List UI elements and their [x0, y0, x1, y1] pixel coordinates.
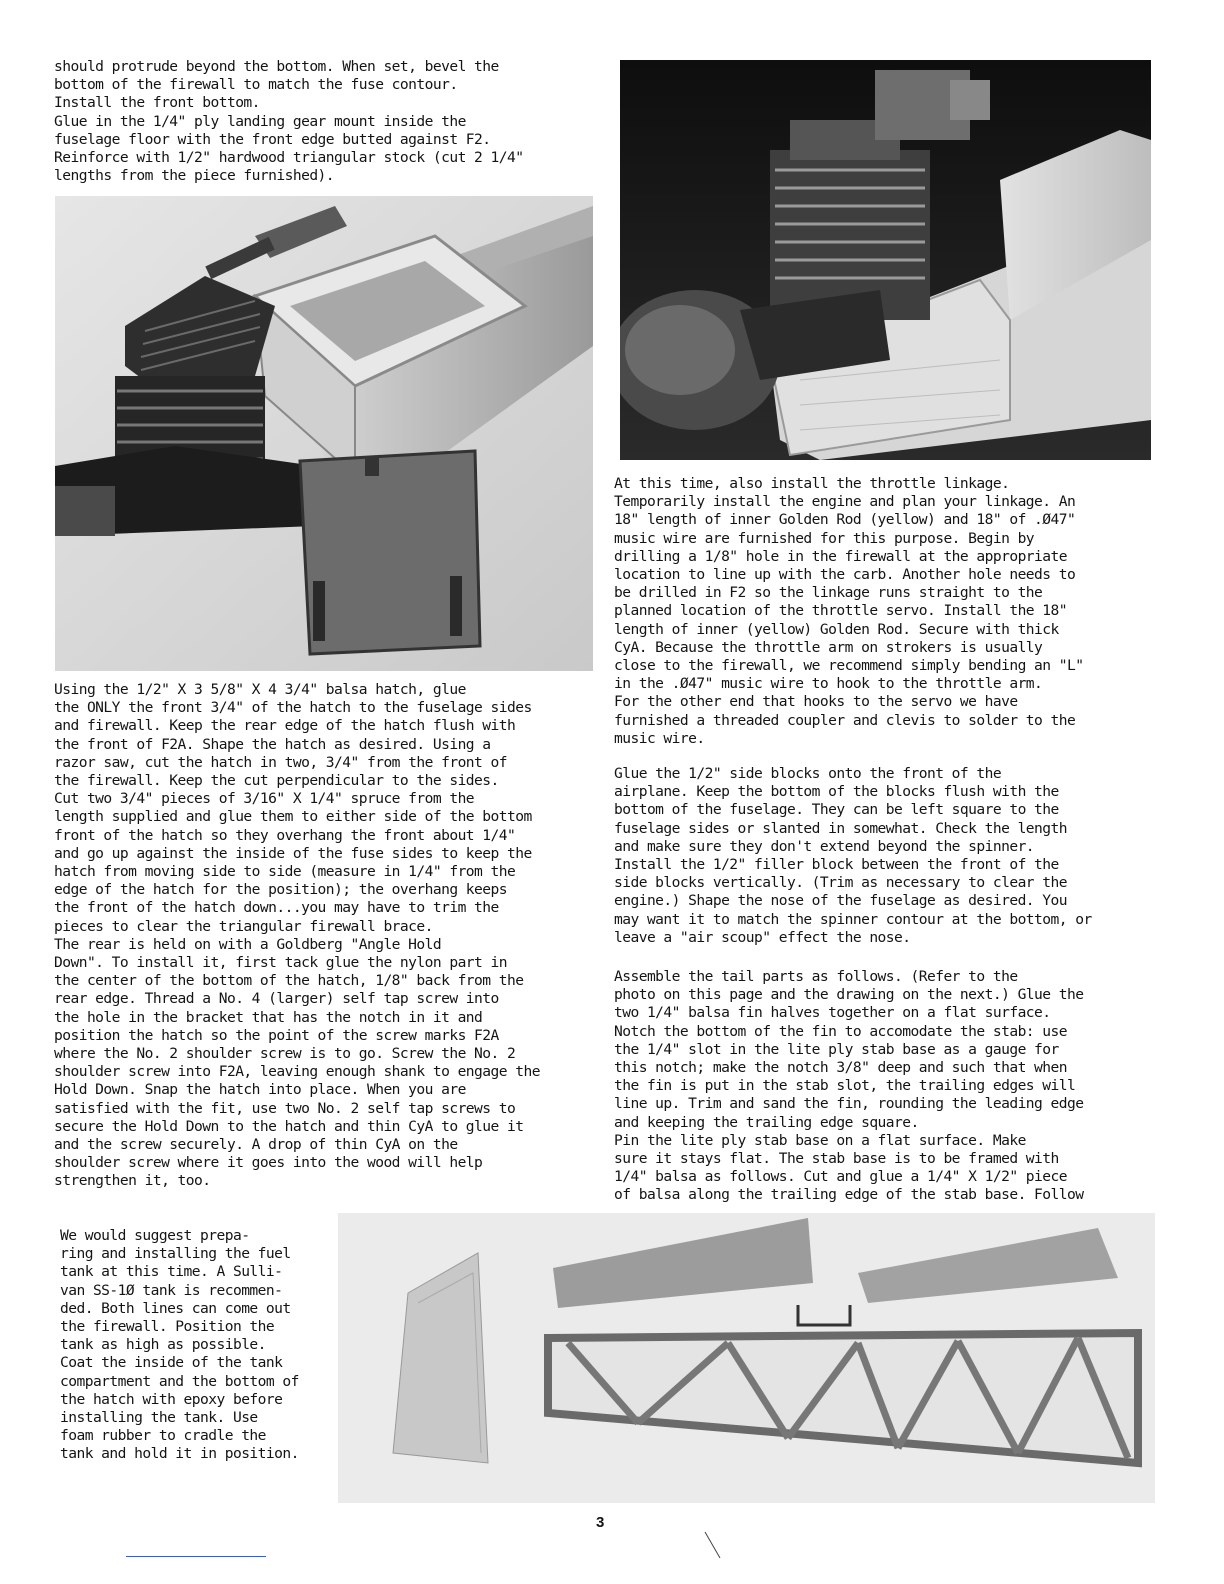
fuel-tank-paragraph: We would suggest prepa- ring and installing the fuel tank at this time. A Sulli- van SS-1Ø tank is recommen- ded. Both lines can come out the firewall. Position the tank as high as possible. Coat the inside of the tank compartment and the bottom of the hatch with epoxy before installing the tank. Use foam rubber to cradle the tank and hold it in position. — [60, 1227, 299, 1463]
fuel-tank-text — [60, 1227, 340, 1464]
top-paragraph: should protrude beyond the bottom. When set, bevel the bottom of the firewall to match the fuse contour. Install the front bottom. Glue in the 1/4" ply landing gear mount inside the fuselage floor with the front edge butted against F2. Reinforce with 1/2" hardwood triangular stock (cut 2 1/4" lengths from the piece furnished). — [54, 58, 524, 185]
scan-speck — [705, 1532, 721, 1558]
engine-hatch-photo — [55, 196, 593, 671]
left-column-hatch-text — [54, 681, 599, 1191]
right-column-tail-text — [614, 968, 1159, 1205]
throttle-paragraph: At this time, also install the throttle linkage. Temporarily install the engine and plan your linkage. An 18" length of inner Golden Rod (yellow) and 18" of .Ø47" music wire are furnished for this purpose. Begin by drilling a 1/8" hole in the firewall at the appropriate location to line up with the carb. Another hole needs to be drilled in F2 so the linkage runs straight to the planned location of the throttle servo. Install the 18" length of inner (yellow) Golden Rod. Secure with thick CyA. Because the throttle arm on strokers is usually close to the firewall, we recommend simply bending an "L" in the .Ø47" music wire to hook to the throttle arm. For the other end that hooks to the servo we have furnished a threaded coupler and clevis to solder to the music wire. — [614, 475, 1084, 747]
side-blocks-paragraph: Glue the 1/2" side blocks onto the front of the airplane. Keep the bottom of the blocks flush with the bottom of the fuselage. They can be left square to the fuselage sides or slanted in somewhat. Check the length and make sure they don't extend beyond the spinner. Install the 1/2" filler block between the front of the side blocks vertically. (Trim as necessary to clear the engine.) Shape the nose of the fuselage as desired. You may want it to match the spinner contour at the bottom, or leave a "air scoup" effect the nose. — [614, 765, 1092, 946]
right-column-side-blocks-text — [614, 765, 1159, 947]
tail-parts-photo — [338, 1213, 1155, 1503]
hatch-paragraphs: Using the 1/2" X 3 5/8" X 4 3/4" balsa hatch, glue the ONLY the front 3/4" of the hatch to the fuselage sides and firewall. Keep the rear edge of the hatch flush with the front of F2A. Shape the hatch as desired. Using a razor saw, cut the hatch in two, 3/4" from the front of the firewall. Keep the cut perpendicular to the sides. Cut two 3/4" pieces of 3/16" X 1/4" spruce from the length supplied and glue them to either side of the bottom front of the hatch so they overhang the front about 1/4" and go up against the inside of the fuse sides to keep the hatch from moving side to side (measure in 1/4" from the edge of the hatch for the position); the overhang keeps the front of the hatch down...you may have to trim the pieces to clear the triangular firewall brace. The rear is held on with a Goldberg "Angle Hold Down". To install it, first tack glue the nylon part in the center of the bottom of the hatch, 1/8" back from the rear edge. Thread a No. 4 (larger) self tap screw into the hole in the bracket that has the notch in it and position the hatch so the point of the screw marks F2A where the No. 2 shoulder screw is to go. Screw the No. 2 shoulder screw into F2A, leaving enough shank to engage the Hold Down. Snap the hatch into place. When you are satisfied with the fit, use two No. 2 self tap screws to secure the Hold Down to the hatch and thin CyA to glue it and the screw securely. A drop of thin CyA on the shoulder screw where it goes into the wood will help strengthen it, too. — [54, 681, 540, 1190]
left-column-top-text — [54, 58, 599, 185]
engine-installed-photo — [620, 60, 1151, 460]
right-column-throttle-text — [614, 475, 1159, 748]
page-number: 3 — [596, 1514, 605, 1531]
tail-paragraph: Assemble the tail parts as follows. (Refer to the photo on this page and the drawing on the next.) Glue the two 1/4" balsa fin halves together on a flat surface. Notch the bottom of the fin to accomodate the stab: use the 1/4" slot in the lite ply stab base as a gauge for this notch; make the notch 3/8" deep and such that when the fin is put in the stab slot, the trailing edges will line up. Trim and sand the fin, rounding the leading edge and keeping the trailing edge square. Pin the lite ply stab base on a flat surface. Make sure it stays flat. The stab base is to be framed with 1/4" balsa as follows. Cut and glue a 1/4" X 1/2" piece of balsa along the trailing edge of the stab base. Follow — [614, 968, 1084, 1204]
footer-rule — [126, 1556, 266, 1557]
